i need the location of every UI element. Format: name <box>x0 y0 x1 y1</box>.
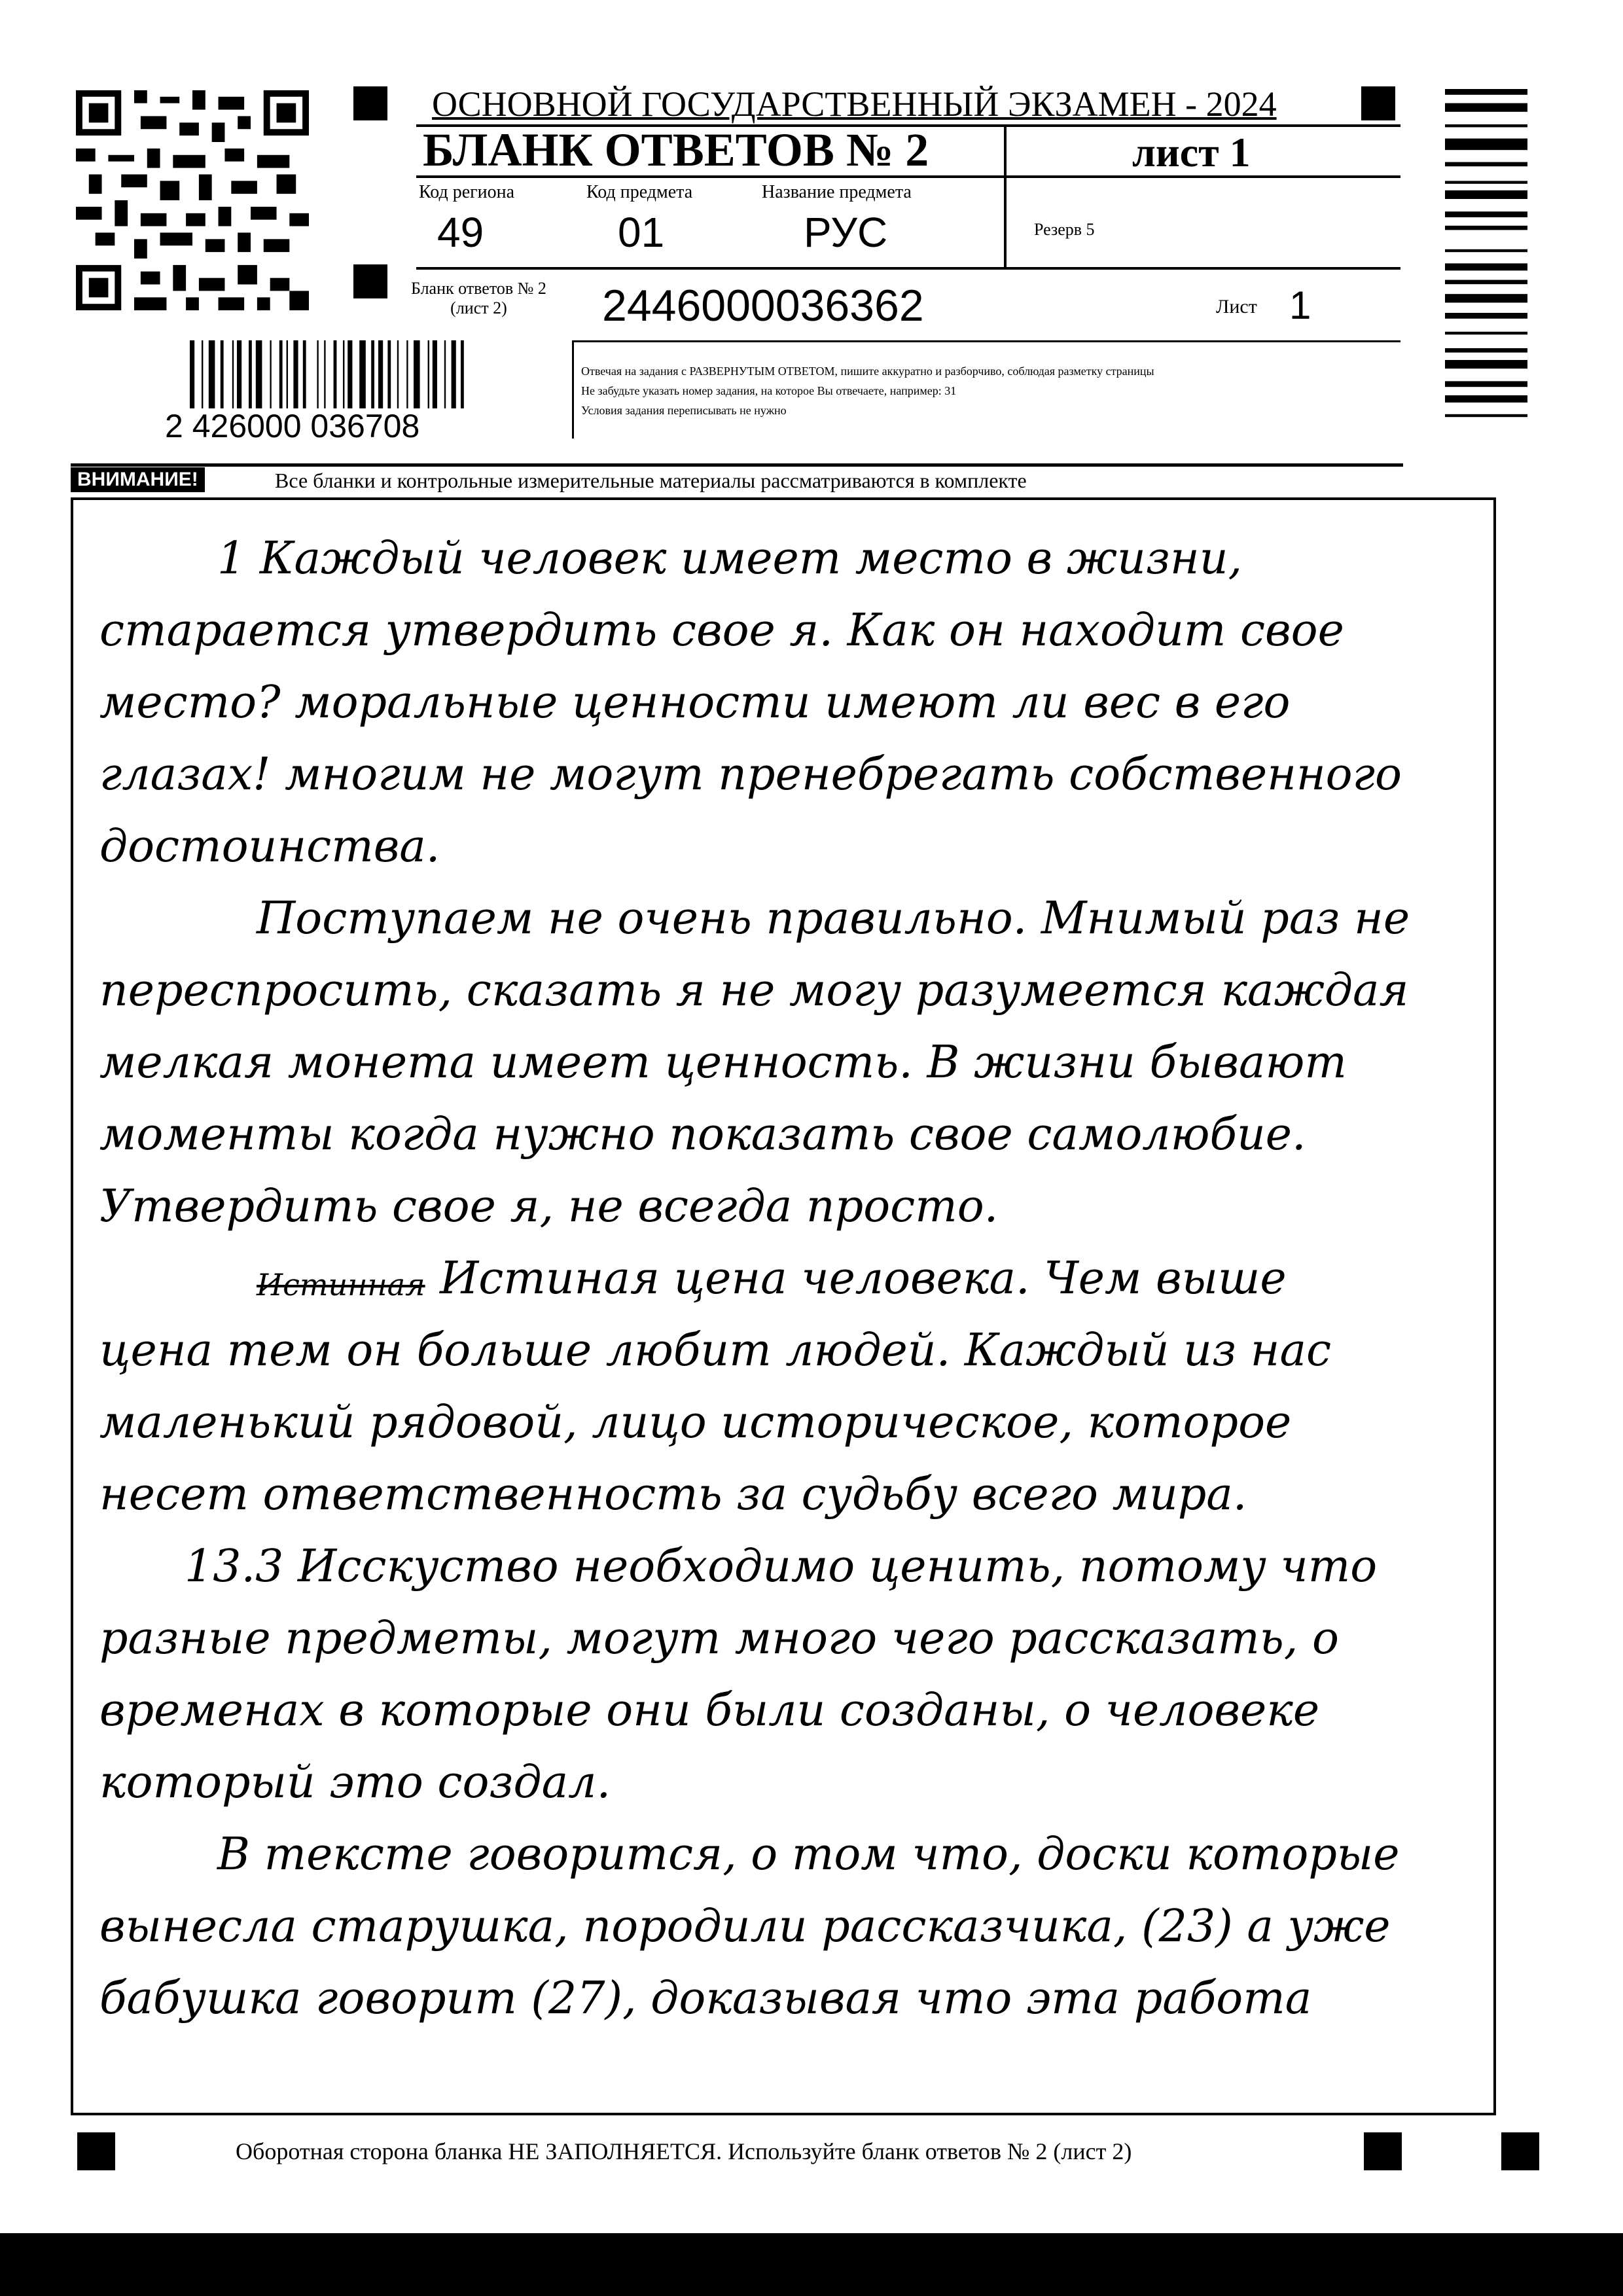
barcode-bar <box>387 340 391 408</box>
subject-code-value: 01 <box>618 209 665 256</box>
vertical-barcode-bar <box>1445 414 1527 417</box>
qr-code-icon <box>76 89 309 312</box>
answer-line-crossed-word: Истинная <box>257 1267 425 1302</box>
subject-code-label: Код предмета <box>586 182 693 202</box>
answer-line-14: несет ответственность за судьбу всего мира. <box>99 1469 1247 1520</box>
vertical-barcode-bar <box>1445 226 1527 230</box>
vertical-barcode-bar <box>1445 124 1527 127</box>
barcode-bar <box>317 340 318 408</box>
vertical-barcode-bar <box>1445 249 1527 252</box>
barcode-bar <box>414 340 420 408</box>
form-ref-label-line2: (лист 2) <box>450 298 507 317</box>
region-label: Код региона <box>419 182 515 202</box>
registration-marker-bottom-mid <box>1364 2132 1402 2170</box>
barcode-bar <box>232 340 234 408</box>
barcode-bar <box>359 340 366 408</box>
barcode-bar <box>249 340 252 408</box>
exam-title: ОСНОВНОЙ ГОСУДАРСТВЕННЫЙ ЭКЗАМЕН - 2024 <box>432 84 1277 124</box>
barcode-bar <box>279 340 283 408</box>
answer-line-6: Поступаем не очень правильно. Мнимый раз не <box>257 893 1410 944</box>
notice-rule <box>71 463 1403 467</box>
barcode-icon <box>190 340 569 412</box>
answer-line-8: мелкая монета имеет ценность. В жизни бывают <box>99 1037 1347 1088</box>
instruction-2: Не забудьте указать номер задания, на которое Вы отвечаете, например: 31 <box>581 384 957 397</box>
vertical-barcode-bar <box>1445 395 1527 403</box>
vertical-barcode-bar <box>1445 89 1527 95</box>
answer-line-4: глазах! многим не могут пренебрегать собственного <box>99 749 1402 800</box>
vertical-barcode-bar <box>1445 313 1527 319</box>
vertical-barcode-bar <box>1445 103 1527 112</box>
answer-line-10: Утвердить свое я, не всегда просто. <box>99 1181 999 1232</box>
instructions-divider <box>572 340 574 439</box>
bottom-scan-border <box>0 2233 1623 2296</box>
answer-line-11: Истиная цена человека. Чем выше <box>440 1253 1287 1304</box>
answer-line-5: достоинства. <box>99 821 440 872</box>
barcode-bar <box>444 340 446 408</box>
barcode-bar <box>287 340 288 408</box>
region-value: 49 <box>437 209 484 256</box>
answer-line-9: моменты когда нужно показать свое самолюбие. <box>99 1109 1306 1160</box>
answer-line-16: разные предметы, могут много чего рассказать, о <box>99 1613 1339 1664</box>
barcode-bar <box>270 340 271 408</box>
vertical-barcode-bar <box>1445 162 1527 167</box>
answer-line-20: вынесла старушка, породили рассказчика, (23) а уже <box>99 1901 1391 1952</box>
answer-line-3: место? моральные ценности имеют ли вес в его <box>99 677 1291 728</box>
form-title: БЛАНК ОТВЕТОВ № 2 <box>423 124 929 176</box>
answer-line-13: маленький рядовой, лицо историческое, которое <box>99 1397 1292 1448</box>
barcode-bar <box>303 340 306 408</box>
reserve-label: Резерв 5 <box>1034 220 1095 239</box>
barcode-bar <box>406 340 408 408</box>
barcode-bar <box>256 340 262 408</box>
barcode-bar <box>461 340 464 408</box>
form-ref-label <box>411 279 546 318</box>
barcode-bar <box>348 340 352 408</box>
vertical-barcode-bar <box>1445 294 1527 302</box>
vertical-barcode-bar <box>1445 280 1527 285</box>
registration-marker-mid-left <box>353 264 387 298</box>
barcode-bar <box>190 340 194 408</box>
barcode-bar <box>202 340 203 408</box>
answer-line-21: бабушка говорит (27), доказывая что эта работа <box>99 1973 1312 2024</box>
vertical-barcode-bar <box>1445 263 1527 270</box>
header-rule-4 <box>572 340 1400 342</box>
form-number: 2446000036362 <box>602 281 924 331</box>
vertical-barcode-bar <box>1445 360 1527 368</box>
barcode-bar <box>324 340 325 408</box>
barcode-bar <box>452 340 456 408</box>
subject-name-label: Название предмета <box>762 182 912 202</box>
instruction-1: Отвечая на задания с РАЗВЕРНУТЫМ ОТВЕТОМ, пишите аккуратно и разборчиво, соблюдая разметку страницы <box>581 365 1154 378</box>
answer-line-12: цена тем он больше любит людей. Каждый из нас <box>99 1325 1332 1376</box>
header-divider <box>1004 124 1007 268</box>
answer-line-2: старается утвердить свое я. Как он находит свое <box>99 605 1344 656</box>
barcode-bar <box>334 340 337 408</box>
barcode-bar <box>433 340 437 408</box>
barcode-bar <box>209 340 215 408</box>
answer-line-15: 13.3 Исскуство необходимо ценить, потому что <box>185 1541 1378 1592</box>
registration-marker-bottom-right <box>1501 2132 1539 2170</box>
registration-marker-top-left <box>353 86 387 120</box>
vertical-barcode-bar <box>1445 190 1527 199</box>
vertical-barcode-bar <box>1445 139 1527 151</box>
barcode-bar <box>397 340 399 408</box>
answer-line-18: который это создал. <box>99 1757 611 1808</box>
instructions <box>581 361 1154 420</box>
answer-line-17: временах в которые они были созданы, о человеке <box>99 1685 1320 1736</box>
barcode-bar <box>371 340 374 408</box>
form-ref-label-line1: Бланк ответов № 2 <box>411 279 546 298</box>
vertical-barcode-icon <box>1445 89 1527 456</box>
barcode-bar <box>343 340 344 408</box>
header-rule-3 <box>416 267 1400 270</box>
barcode-bar <box>221 340 224 408</box>
barcode-bar <box>428 340 429 408</box>
sheet-label: лист 1 <box>1132 129 1251 175</box>
barcode-number: 2 426000 036708 <box>165 408 420 444</box>
vertical-barcode-bar <box>1445 348 1527 353</box>
vertical-barcode-bar <box>1445 211 1527 217</box>
barcode-bar <box>378 340 383 408</box>
notice-badge: ВНИМАНИЕ! <box>71 467 205 492</box>
subject-name-value: РУС <box>804 209 888 256</box>
answer-line-7: переспросить, сказать я не могу разумеется каждая <box>99 965 1409 1016</box>
sheet-num-label: Лист <box>1216 296 1257 317</box>
answer-line-1: 1 Каждый человек имеет место в жизни, <box>217 533 1243 584</box>
vertical-barcode-bar <box>1445 181 1527 183</box>
barcode-bar <box>237 340 241 408</box>
answer-line-19: В тексте говорится, о том что, доски которые <box>217 1829 1400 1880</box>
notice-text: Все бланки и контрольные измерительные материалы рассматриваются в комплекте <box>275 469 1027 492</box>
footer-text: Оборотная сторона бланка НЕ ЗАПОЛНЯЕТСЯ. Используйте бланк ответов № 2 (лист 2) <box>236 2138 1132 2164</box>
sheet-num-value: 1 <box>1289 283 1311 327</box>
registration-marker-top-right <box>1361 86 1395 120</box>
instruction-3: Условия задания переписывать не нужно <box>581 404 787 417</box>
barcode-bar <box>293 340 298 408</box>
answer-area <box>71 497 1496 2115</box>
registration-marker-bottom-left <box>77 2132 115 2170</box>
vertical-barcode-bar <box>1445 332 1527 334</box>
vertical-barcode-bar <box>1445 381 1527 387</box>
